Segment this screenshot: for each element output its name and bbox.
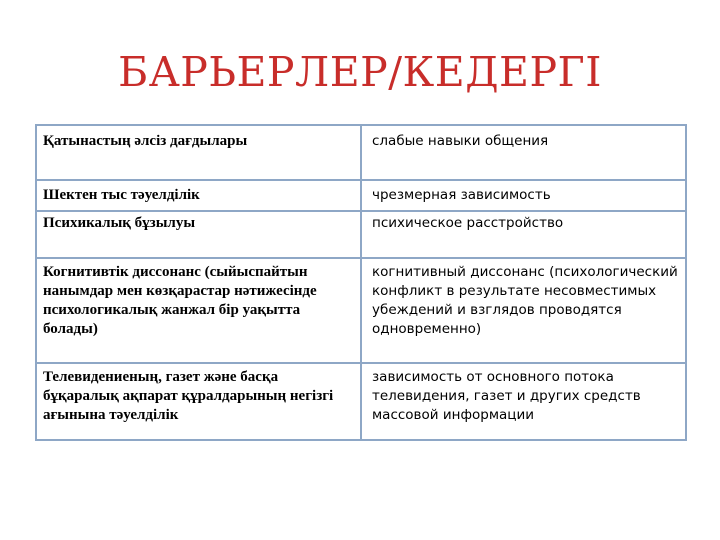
table-row <box>36 180 686 211</box>
russian-term-cell: когнитивный диссонанс (психологический конфликт в результате несовместимых убеждений и взглядов проводятся одновременно) <box>361 258 686 363</box>
kazakh-term-cell: Телевидениеның, газет және басқа бұқаралық ақпарат құралдарының негізгі ағынына тәуелділік <box>36 363 361 440</box>
kazakh-term-cell: Психикалық бұзылуы <box>36 211 361 258</box>
table-row <box>36 363 686 440</box>
page-title: БАРЬЕРЛЕР/КЕДЕРГІ <box>118 48 602 96</box>
kazakh-term-cell: Қатынастың әлсіз дағдылары <box>36 125 361 180</box>
table-row <box>36 258 686 363</box>
kazakh-term-cell: Когнитивтік диссонанс (сыйыспайтын нанымдар мен көзқарастар нәтижесінде психологикалық жанжал бір уақытта болады) <box>36 258 361 363</box>
russian-term-cell: слабые навыки общения <box>361 125 686 180</box>
table-row <box>36 211 686 258</box>
kazakh-term-cell: Шектен тыс тәуелділік <box>36 180 361 211</box>
barriers-table <box>35 124 687 441</box>
russian-term-cell: психическое расстройство <box>361 211 686 258</box>
russian-term-cell: чрезмерная зависимость <box>361 180 686 211</box>
russian-term-cell: зависимость от основного потока телевидения, газет и других средств массовой информации <box>361 363 686 440</box>
table-row <box>36 125 686 180</box>
